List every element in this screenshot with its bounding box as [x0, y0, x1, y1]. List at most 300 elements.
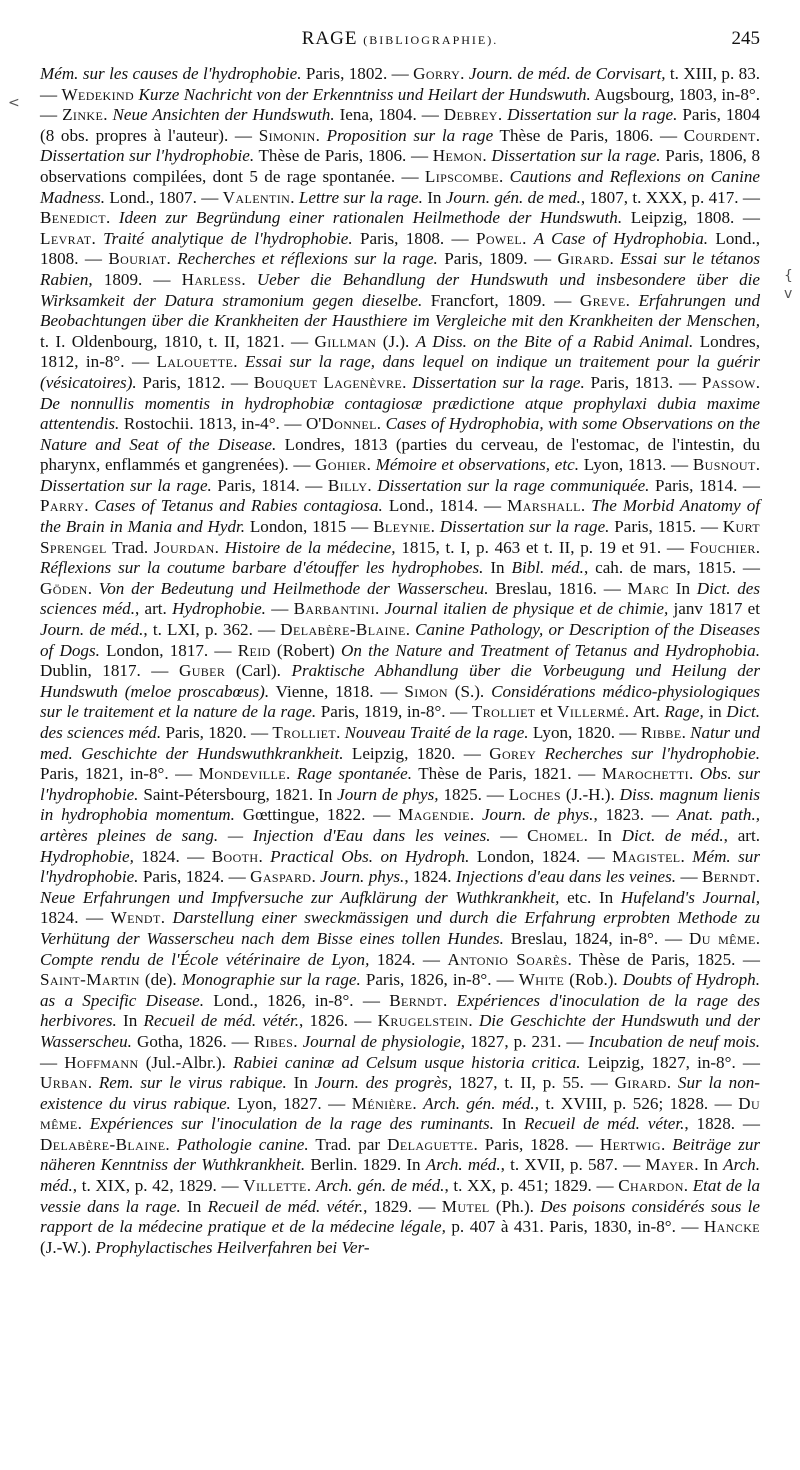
- work-title: Considérations médico-physiologiques sur le traitement et la nature de la rage.: [40, 681, 760, 722]
- work-title: Rage spontanée.: [296, 764, 412, 784]
- author-name: Busnout: [692, 455, 756, 475]
- work-title: Rage,: [664, 702, 704, 722]
- citation-text: .: [443, 990, 457, 1010]
- citation-text: In: [180, 1196, 208, 1216]
- citation-text: .: [482, 146, 492, 166]
- citation-text: .: [755, 867, 761, 887]
- citation-text: Gotha, 1826. —: [131, 1031, 254, 1051]
- work-title: Journal italien de physique et de chimie,: [384, 599, 669, 619]
- work-title: Etat de la vessie dans la rage.: [40, 1176, 761, 1216]
- citation-text: , art.: [134, 599, 173, 619]
- work-title: Von der Bedeutung und Heilmethode der Wasserscheu.: [98, 578, 489, 598]
- citation-text: .: [160, 908, 173, 928]
- author-name: Trolliet: [272, 723, 337, 742]
- citation-text: .: [522, 228, 534, 248]
- citation-text: 1824. —: [133, 846, 212, 866]
- citation-text: .: [755, 455, 761, 475]
- citation-text: .: [105, 208, 119, 228]
- citation-text: 1825. —: [438, 784, 509, 804]
- citation-text: .: [498, 166, 510, 186]
- citation-text: Paris, 1806, 8 observations compilées, dont 5 de rage spontanée. —: [40, 146, 761, 186]
- work-title: Journ. phys.: [320, 867, 405, 887]
- citation-text: .: [755, 928, 760, 948]
- work-title: Mém. sur l'hydrophobie.: [40, 846, 760, 887]
- citation-text: , 1807, t. XXX, p. 417. —: [580, 187, 760, 207]
- author-name: Lipscombe: [424, 166, 499, 186]
- citation-text: (de).: [139, 970, 182, 990]
- citation-text: Paris, 1813. —: [584, 372, 702, 392]
- page-header: [40, 28, 760, 56]
- citation-text: (Carl).: [225, 661, 292, 681]
- running-title-sub: (BIBLIOGRAPHIE).: [363, 33, 499, 47]
- author-name: Hancke: [703, 1217, 760, 1237]
- citation-text: .: [285, 764, 297, 784]
- work-title: Praktische Abhandlung über die Vorbeugung und Heilung der Hundswuth (meloe proscabœus).: [40, 661, 760, 701]
- citation-text: .: [469, 805, 482, 825]
- work-title: Essai sur le tétanos Rabien,: [40, 249, 760, 289]
- work-title: Recherches et réflexions sur la rage.: [177, 249, 438, 269]
- citation-text: Paris, 1826, in-8°. —: [360, 970, 519, 990]
- citation-text: Leipzig, 1808. —: [622, 208, 761, 228]
- author-name: Gorey: [489, 743, 537, 763]
- author-name: Courdent: [683, 125, 756, 145]
- citation-text: , 1828. —: [684, 1114, 761, 1134]
- citation-text: , art.: [723, 825, 760, 845]
- citation-text: .: [367, 475, 378, 495]
- citation-text: (Rob.).: [564, 970, 623, 990]
- citation-text: 1815, t. I, p. 463 et t. II, p. 19 et 91. —: [395, 537, 690, 557]
- author-name: Zinke: [62, 105, 104, 125]
- citation-text: London, 1817. —: [99, 640, 238, 660]
- author-name: Hemon: [432, 146, 483, 166]
- work-title: Practical Obs. on Hydroph.: [270, 846, 470, 866]
- citation-text: .: [375, 599, 385, 619]
- work-title: Dict. de méd.: [621, 825, 724, 845]
- author-name: Guber: [178, 661, 226, 681]
- author-name: Ménière: [351, 1093, 413, 1113]
- author-name: Parry: [40, 496, 85, 516]
- citation-text: In: [493, 1114, 524, 1134]
- citation-text: In: [422, 187, 446, 207]
- work-title: Dissertation sur la rage.: [412, 372, 585, 392]
- work-title: Recueil de méd. vétér.: [143, 1011, 300, 1031]
- work-title: Cases of Hydrophobia, with some Observations on the Nature and Seat of the Disease.: [40, 414, 760, 454]
- citation-text: London, 1824. —: [469, 846, 613, 866]
- author-name: Girard: [614, 1073, 667, 1093]
- citation-text: .: [755, 372, 761, 392]
- citation-text: Vienne, 1818. —: [269, 681, 405, 701]
- citation-text: .: [609, 249, 621, 269]
- citation-text: .: [87, 578, 99, 598]
- work-title: Ueber die Behandlung der Hundswuth und insbesondere über die Wirksamkeit der Datura stramonium gegen dieselbe.: [40, 269, 760, 310]
- citation-text: .: [660, 1134, 673, 1154]
- work-title: Journ. de phys.: [481, 805, 594, 825]
- work-title: Obs. sur l'hydrophobie.: [40, 764, 761, 804]
- author-name: Girard: [557, 249, 610, 269]
- work-title: A Diss. on the Bite of a Rabid Animal.: [415, 331, 694, 351]
- work-title: Ideen zur Begründung einer rationalen Heilmethode der Hundswuth.: [118, 208, 623, 228]
- citation-text: Paris, 1820. —: [161, 723, 273, 742]
- author-name: Reid: [237, 640, 271, 660]
- citation-text: Leipzig, 1827, in-8°. —: [580, 1052, 760, 1072]
- author-name: Trolliet: [471, 702, 536, 722]
- citation-text: Lond., 1807. —: [105, 187, 223, 207]
- margin-mark-right-tick: v: [784, 286, 793, 302]
- author-name: Berndt: [389, 990, 443, 1010]
- work-title: Cautions and Reflexions on Canine Madness.: [40, 166, 761, 207]
- citation-text: (Ph.).: [489, 1196, 541, 1216]
- work-title: Journ. des progrès,: [314, 1073, 453, 1093]
- author-name: Urban: [40, 1073, 88, 1093]
- author-name: Booth: [211, 846, 259, 866]
- author-name: Loches: [508, 784, 561, 804]
- author-name: Ribbe: [640, 723, 682, 742]
- citation-text: Saint-Pétersbourg, 1821. In: [138, 784, 338, 804]
- work-title: Injections d'eau dans les veines.: [455, 867, 677, 887]
- work-title: Dict. des sciences méd.: [40, 702, 760, 742]
- work-title: Doubts of Hydroph. as a Specific Disease.: [40, 970, 760, 1010]
- citation-text: —: [490, 825, 528, 845]
- author-name: Simon: [404, 681, 448, 701]
- author-name: Du même: [40, 1093, 761, 1134]
- citation-text: (Robert): [270, 640, 342, 660]
- work-title: Réflexions sur la coutume barbare d'étouffer les hydrophobes.: [40, 558, 484, 578]
- work-title: Proposition sur la rage: [326, 125, 494, 145]
- citation-text: , 1824.: [404, 867, 456, 887]
- citation-text: .: [306, 1176, 316, 1196]
- author-name: Donnel: [321, 414, 377, 434]
- citation-text: .: [293, 1031, 303, 1051]
- work-title: Neue Erfahrungen und Impfversuche zur Aufklärung der Wuthkrankheit,: [40, 887, 560, 907]
- citation-text: 1824. —: [40, 908, 111, 928]
- citation-text: .: [468, 1011, 479, 1031]
- citation-text: .: [402, 372, 413, 392]
- citation-text: Londres, 1813 (parties du cerveau, de l'estomac, de l'intestin, du pharynx, enflammés et gangrenées). —: [40, 434, 760, 475]
- citation-text: Londres, 1812, in-8°. —: [40, 331, 760, 372]
- citation-text: .: [315, 125, 327, 145]
- work-title: Dissertation sur la rage communiquée.: [377, 475, 650, 495]
- work-title: Mémoire et observations, etc.: [375, 455, 579, 475]
- citation-text: .: [233, 352, 245, 372]
- citation-text: , t. XIX, p. 42, 1829. —: [72, 1176, 244, 1196]
- author-name: Wendt: [110, 908, 161, 928]
- author-name: Levrat: [40, 228, 92, 248]
- author-name: Berndt: [701, 867, 756, 887]
- citation-text: .: [430, 517, 440, 537]
- citation-text: Lyon, 1820. —: [528, 723, 641, 742]
- author-name: Lalouette: [156, 352, 234, 372]
- work-title: Canine Pathology, or Description of the Diseases of Dogs.: [40, 620, 760, 660]
- work-title: Arch. méd.: [425, 1155, 501, 1175]
- work-title: Journ. de méd.: [40, 620, 144, 640]
- work-title: Journ de phys,: [337, 784, 439, 804]
- citation-text: .: [681, 723, 691, 742]
- work-title: Sur la non-existence du virus rabique.: [40, 1073, 761, 1113]
- work-title: Recueil de méd. vétér.: [207, 1196, 364, 1216]
- author-name: Marc: [627, 578, 670, 598]
- author-name: Harless: [181, 269, 242, 289]
- citation-text: Paris, 1819, in-8°. —: [316, 702, 472, 722]
- author-name: Magendie: [398, 805, 470, 825]
- work-title: Expériences sur l'inoculation de la rage des ruminants.: [89, 1114, 494, 1134]
- author-name: Chardon: [618, 1176, 684, 1196]
- citation-text: In: [286, 1073, 315, 1093]
- work-title: Cases of Tetanus and Rabies contagiosa.: [94, 496, 383, 516]
- work-title: Hydrophobie,: [40, 846, 134, 866]
- citation-text: Thèse de Paris, 1806. —: [493, 125, 684, 145]
- work-title: Dissertation sur la rage.: [40, 475, 212, 495]
- citation-text: [536, 744, 544, 763]
- citation-text: Thèse de Paris, 1821. —: [412, 764, 602, 784]
- running-title-main: RAGE: [301, 28, 358, 49]
- page-number: 245: [731, 28, 760, 49]
- citation-text: , 1829. —: [363, 1196, 442, 1216]
- work-title: Diss. magnum lienis in hydrophobia momentum.: [40, 784, 760, 825]
- citation-text: .: [755, 537, 761, 557]
- work-title: Essai sur la rage, dans lequel on indique un traitement pour la guérir (vésicatoires).: [40, 352, 761, 392]
- citation-text: .: [290, 187, 299, 207]
- citation-text: , 1826. —: [299, 1011, 378, 1031]
- citation-text: —: [676, 867, 702, 887]
- author-name: Wedekind: [61, 84, 135, 104]
- citation-text: .: [77, 1114, 90, 1134]
- author-name: Passow: [701, 372, 756, 392]
- citation-text: . In: [694, 1155, 724, 1175]
- citation-text: Lond., 1814. —: [382, 496, 508, 516]
- citation-text: (J.).: [376, 331, 416, 351]
- citation-text: —: [265, 599, 294, 619]
- citation-text: Rostochii. 1813, in-4°. — O': [119, 414, 322, 434]
- work-title: Anat. path., artères pleines de sang. — Injection d'Eau dans les veines.: [40, 805, 760, 845]
- citation-text: In: [483, 558, 512, 578]
- citation-text: . Art.: [624, 702, 665, 722]
- citation-text: t. XIII, p. 83. —: [40, 64, 761, 104]
- citation-text: .: [165, 1134, 177, 1154]
- citation-text: Lond., 1826, in-8°. —: [204, 990, 390, 1010]
- citation-text: 1824. —: [369, 949, 448, 969]
- author-name: Gillman: [314, 331, 377, 351]
- work-title: Bibl. méd.: [511, 558, 584, 578]
- citation-text: janv 1817 et: [668, 599, 761, 619]
- work-title: Journ. de méd. de Corvisart,: [468, 64, 666, 83]
- citation-text: Paris, 1814. —: [211, 475, 328, 495]
- citation-text: .: [103, 105, 113, 125]
- work-title: Journal de physiologie,: [302, 1031, 466, 1051]
- citation-text: t. I. Oldenbourg, 1810, t. II, 1821. —: [40, 331, 315, 351]
- work-title: Hufeland's Journal,: [620, 887, 761, 907]
- work-title: Mém. sur les causes de l'hydrophobie.: [40, 64, 302, 83]
- citation-text: .: [689, 764, 700, 784]
- citation-text: Paris, 1804 (8 obs. propres à l'auteur). —: [40, 105, 761, 145]
- citation-text: Lyon, 1827. —: [230, 1093, 352, 1113]
- citation-text: , t. XVIII, p. 526; 1828. —: [534, 1093, 739, 1113]
- author-name: Göden: [40, 578, 88, 598]
- work-title: Kurze Nachricht von der Erkenntniss und Heilart der Hundswuth.: [138, 84, 591, 104]
- citation-text: Iena, 1804. —: [334, 105, 444, 125]
- author-name: Chomel: [527, 825, 584, 845]
- citation-text: Paris, 1812. —: [136, 372, 254, 392]
- work-title: Darstellung einer sweckmässigen und durch die Erfahrung erprobten Methode zu Verhütung der Wasserscheu nach dem Bisse eines tollen Hundes.: [40, 908, 760, 948]
- author-name: Greve: [579, 290, 626, 310]
- citation-text: . Paris, 1828. —: [473, 1134, 600, 1154]
- citation-text: Berlin. 1829. In: [305, 1155, 426, 1175]
- citation-text: .: [460, 64, 469, 83]
- citation-text: .: [258, 846, 271, 866]
- margin-mark-right-brace: {: [784, 268, 793, 284]
- bibliography-paragraph: [40, 64, 760, 1258]
- citation-text: .: [91, 228, 104, 248]
- bibliography-text: [40, 64, 760, 1258]
- work-title: Rem. sur le virus rabique.: [98, 1073, 287, 1093]
- author-name: Bouriat: [108, 249, 167, 269]
- citation-text: In: [669, 578, 697, 598]
- work-title: Prophylactisches Heilverfahren bei Ver-: [95, 1237, 370, 1257]
- author-name: White: [518, 970, 565, 990]
- citation-text: 1827, p. 231. —: [465, 1031, 589, 1051]
- author-name: Gohier: [315, 455, 367, 475]
- citation-text: Gœttingue, 1822. —: [234, 805, 399, 825]
- citation-text: .: [683, 1176, 693, 1196]
- citation-text: .: [336, 723, 345, 742]
- citation-text: Breslau, 1816. —: [488, 578, 628, 598]
- work-title: Expériences d'inoculation de la rage des herbivores.: [40, 990, 761, 1031]
- work-title: Dissertation sur l'hydrophobie.: [40, 146, 255, 166]
- work-title: Journ. gén. de med.: [445, 187, 581, 207]
- running-title: [40, 28, 760, 50]
- author-name: Hertwig: [599, 1134, 661, 1154]
- citation-text: (J.-H.).: [560, 784, 620, 804]
- author-name: Simonin: [258, 125, 316, 145]
- citation-text: . Thèse de Paris, 1825. —: [567, 949, 760, 969]
- work-title: Dict. des sciences méd.: [40, 578, 761, 619]
- author-name: Hoffmann: [64, 1052, 139, 1072]
- author-name: Delabère-Blaine: [40, 1134, 166, 1154]
- margin-mark-left: <: [8, 95, 20, 111]
- author-name: Bouquet Lagenèvre: [253, 372, 403, 392]
- author-name: Delabère-Blaine: [280, 620, 406, 640]
- author-name: Jourdan: [153, 537, 215, 557]
- citation-text: .: [376, 414, 386, 434]
- citation-text: etc. In: [559, 887, 621, 907]
- citation-text: In: [116, 1011, 144, 1031]
- citation-text: 1809. —: [92, 269, 182, 289]
- citation-text: .: [84, 496, 95, 516]
- work-title: Rabiei caninæ ad Celsum usque historia critica.: [233, 1052, 581, 1072]
- author-name: Valentin: [222, 187, 291, 207]
- work-title: Dissertation sur la rage.: [439, 517, 610, 537]
- author-name: Saint-Martin: [40, 970, 140, 990]
- citation-text: .: [366, 455, 376, 475]
- citation-text: in: [703, 702, 727, 722]
- citation-text: Francfort, 1809. —: [422, 290, 580, 310]
- citation-text: 1827, t. II, p. 55. —: [452, 1073, 615, 1093]
- work-title: Nouveau Traité de la rage.: [344, 723, 529, 742]
- citation-text: .: [166, 249, 178, 269]
- author-name: Mondeville: [198, 764, 286, 784]
- author-name: Antonio Soarès: [447, 949, 568, 969]
- work-title: Incubation de neuf mois.: [588, 1031, 761, 1051]
- author-name: Gorry: [413, 64, 461, 83]
- work-title: Pathologie canine.: [176, 1134, 309, 1154]
- citation-text: Lond., 1808. —: [40, 228, 761, 269]
- work-title: Lettre sur la rage.: [298, 187, 423, 207]
- work-title: Histoire de la médecine,: [224, 537, 396, 557]
- work-title: De nonnullis momentis in hydrophobiæ contagiosæ prædictione atque prophylaxi dubia maxime attentendis.: [40, 393, 760, 434]
- citation-text: Breslau, 1824, in-8°. —: [503, 928, 690, 948]
- citation-text: Trad.: [106, 537, 154, 557]
- author-name: Barbantini: [293, 599, 375, 619]
- citation-text: .: [755, 125, 760, 145]
- work-title: Dissertation sur la rage.: [507, 105, 678, 125]
- author-name: Kurt Sprengel: [40, 517, 761, 557]
- author-name: Villermé: [557, 702, 625, 722]
- citation-text: Trad. par: [308, 1134, 388, 1154]
- author-name: Billy: [327, 475, 368, 495]
- author-name: Bleynie: [373, 517, 431, 537]
- citation-text: .: [580, 496, 592, 516]
- author-name: Debrey: [443, 105, 498, 125]
- author-name: Mutel: [441, 1196, 490, 1216]
- citation-text: .: [241, 269, 257, 289]
- work-title: Beiträge zur näheren Kenntniss der Wuthkrankheit.: [40, 1134, 761, 1175]
- citation-text: et: [535, 702, 558, 722]
- citation-text: , t. LXI, p. 362. —: [143, 620, 281, 640]
- citation-text: p. 407 à 431. Paris, 1830, in-8°. —: [445, 1217, 704, 1237]
- citation-text: Paris, 1808. —: [352, 228, 476, 248]
- citation-text: London, 1815 —: [245, 517, 374, 537]
- citation-text: , cah. de mars, 1815. —: [583, 558, 760, 578]
- citation-text: (Jul.-Albr.).: [138, 1052, 234, 1072]
- citation-text: .: [625, 290, 639, 310]
- citation-text: (J.-W.).: [40, 1237, 96, 1257]
- author-name: Powel: [475, 228, 523, 248]
- work-title: Compte rendu de l'École vétérinaire de Lyon,: [40, 949, 370, 969]
- author-name: Delaguette: [387, 1134, 474, 1154]
- citation-text: , 1823. —: [593, 805, 677, 825]
- citation-text: , t. XX, p. 451; 1829. —: [444, 1176, 619, 1196]
- citation-text: Paris, 1824. —: [138, 867, 251, 887]
- author-name: Du même: [689, 928, 756, 948]
- citation-text: Lyon, 1813. —: [579, 455, 693, 475]
- work-title: Monographie sur la rage.: [181, 970, 361, 990]
- author-name: Magistel: [612, 846, 681, 866]
- work-title: Die Geschichte der Hundswuth und der Wasserscheu.: [40, 1011, 760, 1051]
- work-title: Des poisons considérés sous le rapport de la médecine pratique et de la médecine légale,: [40, 1196, 760, 1237]
- citation-text: (S.).: [447, 681, 492, 701]
- author-name: Fouchier: [689, 537, 756, 557]
- citation-text: Paris, 1809. —: [437, 249, 558, 269]
- work-title: Recherches sur l'hydrophobie.: [544, 743, 760, 763]
- citation-text: .: [497, 105, 508, 125]
- work-title: Natur und med. Geschichte der Hundswuthkrankheit.: [40, 723, 761, 763]
- citation-text: .: [680, 846, 693, 866]
- author-name: Ribes: [253, 1031, 294, 1051]
- work-title: Erfahrungen und Beobachtungen über die Krankheiten der Hausthiere im Vergleiche mit den Krankheiten der Menschen,: [40, 290, 760, 331]
- work-title: Hydrophobie.: [172, 599, 266, 619]
- author-name: Krugelstein: [377, 1011, 469, 1031]
- citation-text: Paris, 1815. —: [609, 517, 723, 537]
- citation-text: Leipzig, 1820. —: [343, 743, 490, 763]
- author-name: Marochetti: [601, 764, 690, 784]
- work-title: Recueil de méd. véter.: [523, 1114, 685, 1134]
- citation-text: .: [311, 867, 321, 887]
- work-title: On the Nature and Treatment of Tetanus and Hydrophobia.: [341, 640, 760, 660]
- citation-text: Thèse de Paris, 1806. —: [254, 146, 433, 166]
- citation-text: .: [412, 1093, 424, 1113]
- work-title: Arch. gén. de méd.: [315, 1176, 445, 1196]
- citation-text: Paris, 1814. —: [649, 475, 761, 495]
- author-name: Villette: [243, 1176, 307, 1196]
